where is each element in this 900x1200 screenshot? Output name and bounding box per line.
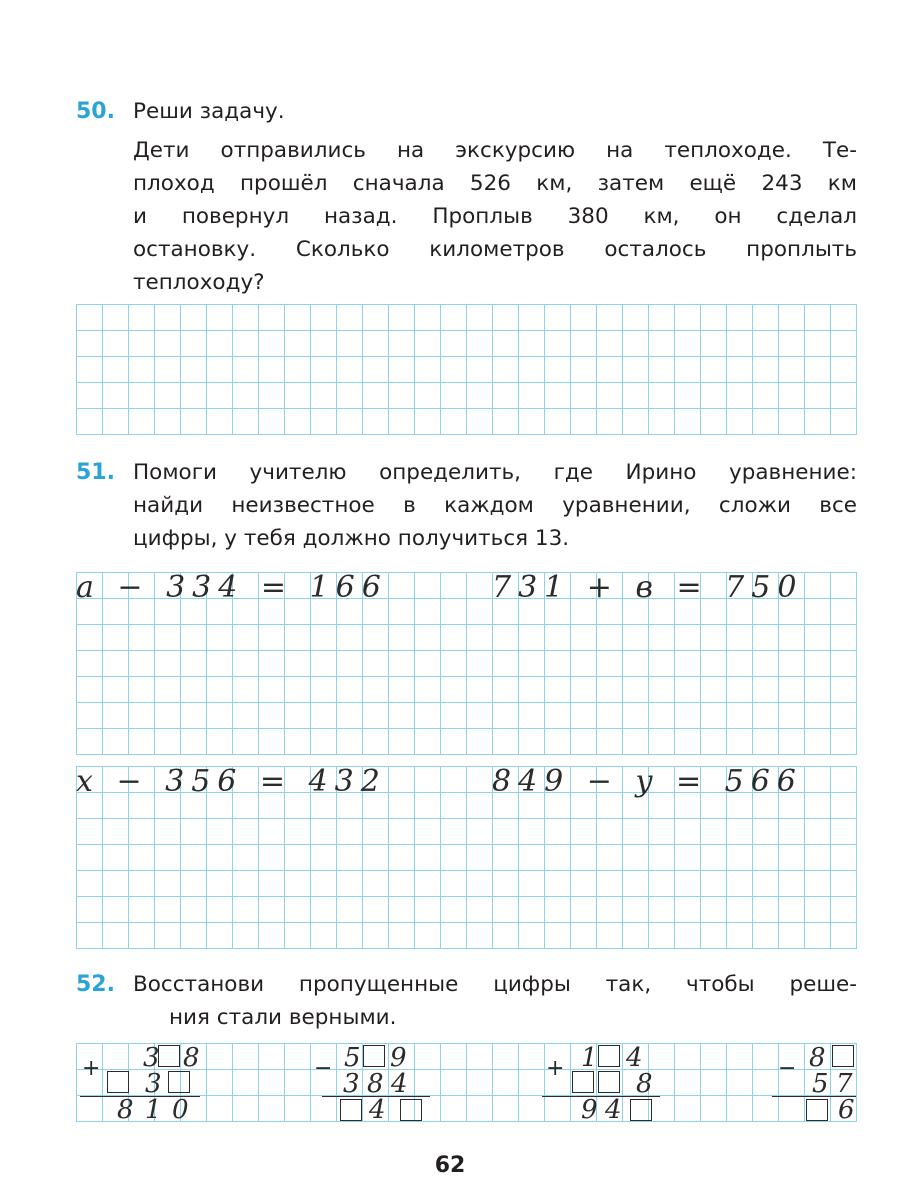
task-51-text <box>133 456 857 555</box>
plus-sign: + <box>82 1056 101 1081</box>
digit: 3 <box>143 1043 160 1073</box>
task-51-line: Помоги учителю определить, где Ирино уравнение: <box>133 460 857 485</box>
task-50-line: теплоходу? <box>133 270 265 295</box>
equation-a: a − 334 = 166 <box>76 570 388 605</box>
digit: 6 <box>838 1095 855 1125</box>
task-51-line: найди неизвестное в каждом уравнении, сложи все <box>133 493 857 518</box>
plus-sign: + <box>546 1056 565 1081</box>
task-52-line: ния стали верными. <box>169 1005 397 1030</box>
task-50-line: и повернул назад. Проплыв 380 км, он сделал <box>133 204 857 229</box>
digit: 4 <box>605 1095 622 1125</box>
digit: 8 <box>117 1095 134 1125</box>
task-50-answer-grid[interactable] <box>76 304 857 435</box>
missing-digit-box[interactable] <box>168 1071 190 1093</box>
task-52-text <box>133 968 857 1034</box>
digit: 3 <box>145 1069 162 1099</box>
missing-digit-box[interactable] <box>630 1099 652 1121</box>
digit: 9 <box>390 1043 407 1073</box>
task-51-line: цифры, у тебя должно получиться 13. <box>133 526 570 551</box>
task-50-title: Реши задачу. <box>133 99 285 124</box>
digit: 1 <box>581 1043 598 1073</box>
equation-b: 731 + в = 750 <box>492 570 804 605</box>
digit: 4 <box>391 1069 408 1099</box>
missing-digit-box[interactable] <box>598 1071 620 1093</box>
minus-sign: − <box>314 1056 333 1081</box>
digit: 4 <box>626 1043 643 1073</box>
page-number: 62 <box>434 1153 466 1178</box>
task-51-number: 51. <box>76 460 115 485</box>
digit: 7 <box>836 1069 853 1099</box>
sum-line <box>542 1096 660 1097</box>
digit: 4 <box>369 1095 386 1125</box>
digit: 8 <box>809 1043 826 1073</box>
missing-digit-box[interactable] <box>158 1045 180 1067</box>
digit: 3 <box>343 1069 360 1099</box>
task-50-number: 50. <box>76 99 115 124</box>
equation-y: 849 − y = 566 <box>492 764 803 799</box>
digit: 1 <box>145 1095 162 1125</box>
digit: 5 <box>812 1069 829 1099</box>
digit: 9 <box>581 1095 598 1125</box>
equation-x: x − 356 = 432 <box>76 764 387 799</box>
missing-digit-box[interactable] <box>400 1099 422 1121</box>
task-50-line: остановку. Сколько километров осталось проплыть <box>133 237 857 262</box>
digit: 8 <box>183 1043 200 1073</box>
task-50-line: плоход прошёл сначала 526 км, затем ещё 243 км <box>133 171 857 196</box>
missing-digit-box[interactable] <box>806 1099 828 1121</box>
missing-digit-box[interactable] <box>363 1045 385 1067</box>
digit: 8 <box>636 1069 653 1099</box>
digit: 8 <box>367 1069 384 1099</box>
digit: 5 <box>344 1043 361 1073</box>
task-50-text <box>133 134 857 299</box>
missing-digit-box[interactable] <box>598 1045 620 1067</box>
missing-digit-box[interactable] <box>572 1071 594 1093</box>
missing-digit-box[interactable] <box>107 1071 129 1093</box>
task-52-number: 52. <box>76 972 115 997</box>
task-50-line: Дети отправились на экскурсию на теплоходе. Те- <box>133 138 857 163</box>
minus-sign: − <box>778 1056 797 1081</box>
missing-digit-box[interactable] <box>832 1045 854 1067</box>
task-52-line: Восстанови пропущенные цифры так, чтобы реше- <box>133 972 857 997</box>
digit: 0 <box>172 1095 189 1125</box>
missing-digit-box[interactable] <box>340 1099 362 1121</box>
